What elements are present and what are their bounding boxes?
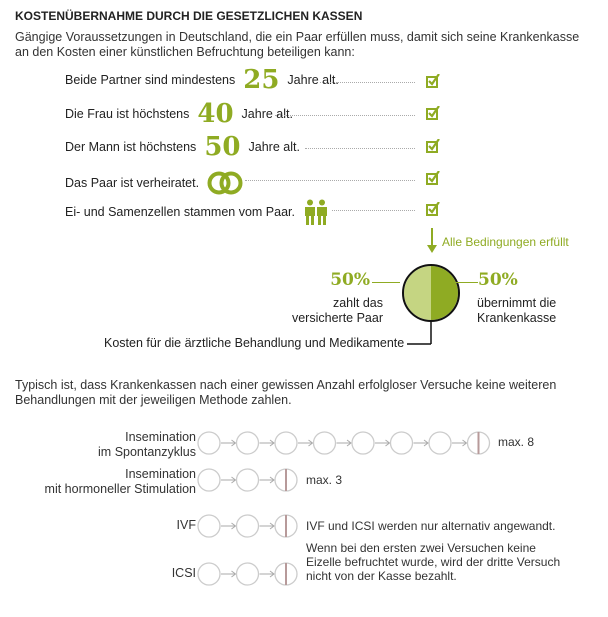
cost-caption: Kosten für die ärztliche Behandlung und Medikamente — [104, 336, 405, 350]
leader-line — [332, 210, 415, 211]
arrow-right-icon — [221, 477, 236, 483]
check-icon — [426, 202, 440, 216]
arrow-right-icon — [260, 571, 275, 577]
attempt-circle — [237, 432, 259, 454]
arrow-right-icon — [260, 440, 275, 446]
condition-age-man — [65, 132, 300, 162]
method-label-line: Insemination — [125, 430, 196, 444]
arrow-right-icon — [260, 523, 275, 529]
arrow-right-icon — [414, 440, 429, 446]
slice-insured-couple — [404, 266, 431, 320]
age-number: 50 — [204, 132, 241, 162]
condition-married — [65, 170, 245, 196]
attempts-chain-spontan — [196, 428, 496, 458]
arrow-right-icon — [337, 440, 352, 446]
condition-text: Das Paar ist verheiratet. — [65, 176, 200, 190]
attempt-circle — [391, 432, 413, 454]
icsi-note — [306, 541, 560, 583]
arrow-right-icon — [375, 440, 390, 446]
attempt-circle — [237, 469, 259, 491]
left-percent: 50% — [330, 270, 370, 290]
arrow-right-icon — [221, 571, 236, 577]
typical-text: Typisch ist, dass Krankenkassen nach einer gewissen Anzahl erfolgloser Versuche keine weiteren Behandlungen mit der jeweiligen Methode zahlen. — [15, 378, 557, 407]
right-percent: 50% — [478, 270, 518, 290]
condition-text: Beide Partner sind mindestens — [65, 73, 236, 87]
attempts-chain-stimulation — [196, 465, 496, 495]
attempt-circle — [275, 432, 297, 454]
icsi-note-line: nicht von der Kasse bezahlt. — [306, 569, 457, 583]
method-label-stimulation — [45, 467, 196, 497]
check-icon — [426, 74, 440, 88]
age-number: 25 — [243, 65, 280, 95]
cost-split-circle — [395, 260, 465, 350]
method-label-line: ICSI — [171, 566, 196, 580]
intro-text: Gängige Voraussetzungen in Deutschland, die ein Paar erfüllen muss, damit sich seine Krankenkasse an den Kosten einer künstlichen Befruchtung beteiligen kann: — [15, 30, 580, 59]
arrow-right-icon — [298, 440, 313, 446]
age-number: 40 — [197, 99, 234, 129]
method-label-line: im Spontanzyklus — [98, 445, 196, 459]
slice-health-insurance — [431, 266, 458, 320]
attempt-circle — [237, 515, 259, 537]
method-label-line: mit hormoneller Stimulation — [44, 482, 196, 496]
condition-text: Jahre alt. — [248, 140, 300, 154]
check-icon — [426, 139, 440, 153]
leader-line — [275, 115, 415, 116]
condition-age-woman — [65, 99, 293, 129]
method-label-spontan — [98, 430, 196, 460]
method-label-icsi — [172, 566, 196, 581]
all-conditions-label: Alle Bedingungen erfüllt — [442, 235, 569, 249]
check-icon — [426, 171, 440, 185]
left-text-line: versicherte Paar — [291, 311, 383, 325]
right-share-text — [477, 296, 556, 326]
attempt-circle — [237, 563, 259, 585]
attempt-circle — [198, 469, 220, 491]
method-label-line: Insemination — [125, 467, 196, 481]
condition-text: Der Mann ist höchstens — [65, 140, 197, 154]
right-text-line: Krankenkasse — [477, 311, 557, 325]
couple-icon — [303, 199, 329, 225]
left-text-line: zahlt das — [332, 296, 383, 310]
leader-line — [245, 180, 415, 181]
ivf-note: IVF und ICSI werden nur alternativ angewandt. — [306, 519, 556, 533]
check-icon — [426, 106, 440, 120]
max-note: max. 8 — [498, 435, 535, 449]
attempt-circle — [198, 515, 220, 537]
condition-text: Jahre alt. — [287, 73, 339, 87]
rings-icon — [205, 170, 245, 196]
right-text-line: übernimmt die — [477, 296, 557, 310]
attempt-circle — [198, 432, 220, 454]
condition-text: Ei- und Samenzellen stammen vom Paar. — [65, 205, 295, 219]
left-share — [300, 270, 370, 290]
leader-line — [305, 148, 415, 149]
attempt-circle — [198, 563, 220, 585]
condition-age-both — [65, 65, 339, 95]
max-note: max. 3 — [306, 473, 343, 487]
page-title: KOSTENÜBERNAHME DURCH DIE GESETZLICHEN KASSEN — [15, 9, 363, 23]
arrow-down-icon — [426, 228, 438, 254]
icsi-note-line: Wenn bei den ersten zwei Versuchen keine — [306, 541, 536, 555]
attempt-circle — [429, 432, 451, 454]
connector-right — [456, 282, 478, 283]
leader-line — [320, 82, 415, 83]
arrow-right-icon — [221, 523, 236, 529]
condition-text: Die Frau ist höchstens — [65, 107, 190, 121]
condition-text: Jahre alt. — [241, 107, 293, 121]
attempt-circle — [314, 432, 336, 454]
left-share-text — [240, 296, 383, 326]
connector-left — [372, 282, 400, 283]
attempt-circle — [352, 432, 374, 454]
condition-own-cells — [65, 199, 329, 225]
method-label-line: IVF — [176, 518, 196, 532]
icsi-note-line: Eizelle befruchtet wurde, wird der dritte Versuch — [306, 555, 561, 569]
arrow-right-icon — [260, 477, 275, 483]
arrow-right-icon — [221, 440, 236, 446]
arrow-right-icon — [452, 440, 467, 446]
method-label-ivf — [177, 518, 196, 533]
